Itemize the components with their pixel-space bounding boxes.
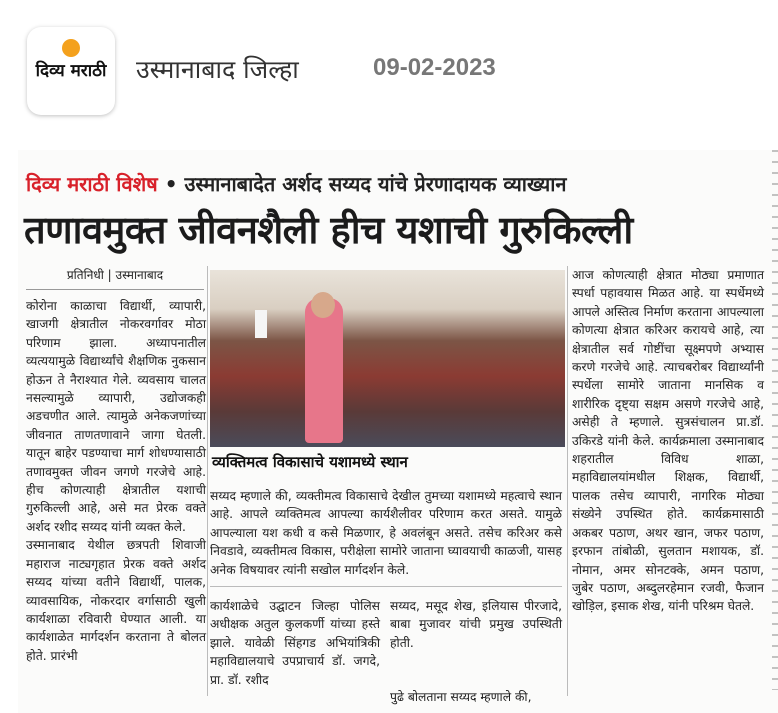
article-kicker: [26, 170, 567, 197]
adjacent-article-edge: [772, 150, 778, 690]
speaker-head: [311, 292, 335, 318]
paragraph: पुढे बोलताना सय्यद म्हणाले की,: [390, 690, 532, 705]
edition-title: उस्मानाबाद जिल्हा: [136, 55, 299, 84]
right-column: [572, 266, 764, 616]
column-divider: [207, 266, 208, 696]
column-divider: [567, 266, 568, 696]
door: [255, 310, 267, 338]
article-headline: तणावमुक्त जीवनशैली हीच यशाची गुरुकिल्ली: [24, 208, 633, 252]
byline: प्रतिनिधी | उस्मानाबाद: [26, 266, 204, 290]
kicker-brand: दिव्य मराठी विशेष: [26, 172, 158, 196]
middle-right-column: [390, 597, 562, 707]
logo-text: दिव्य मराठी: [35, 61, 107, 81]
paragraph: सय्यद, मसूद शेख, इलियास पीरजादे, बाबा मुजावर यांची प्रमुख उपस्थिती होती.: [390, 599, 562, 650]
article-photo: [210, 270, 565, 447]
photo-subheading: व्यक्तिमत्व विकासाचे यशामध्ये स्थान: [212, 453, 408, 471]
middle-left-column: [210, 597, 380, 689]
paragraph: सय्यद म्हणाले की, व्यक्तीमत्व विकासाचे देखील तुमच्या यशामध्ये महत्वाचे स्थान आहे. आपले व्यक्तिमत्व आपल्या कार्यशैलीवर परिणाम करत असते. यामुळे आपल्याला यश कधी व कसे मिळणार, हे अवलंबून असते. तसेच करिअर कसे निवडावे, व्यक्तीमत्व विकास, परीक्षेला सामोरे जाताना घ्यावयाची काळजी, यासह अनेक विषयावर त्यांनी सखोल मार्गदर्शन केले.: [210, 489, 562, 577]
paragraph: कोरोना काळाचा विद्यार्थी, व्यापारी, खाजगी क्षेत्रातील नोकरवर्गावर मोठा परिणाम झाला. अध्यापनातील व्यत्ययामुळे विद्यार्थ्यांचे शैक्षणिक नुकसान होऊन ते नैराश्यात गेले. व्यवसाय चालत नसल्यामुळे व्यापारी, उद्योजकही अडचणीत आले. त्यामुळे अनेकजणांच्या जीवनात ताणतणावाने जागा घेतली. यातून बाहेर पडण्याचा मार्ग शोधण्यासाठी तणावमुक्त जीवन जगणे गरजेचे आहे. हीच कोणत्याही क्षेत्रातील यशाची गुरुकिल्ली आहे, असे मत प्रेरक वक्ते अर्शद रशीद सय्यद यांनी व्यक्त केले.: [26, 299, 206, 534]
divider: [210, 586, 562, 587]
paragraph: उस्मानाबाद येथील छत्रपती शिवाजी महाराज नाट्यगृहात प्रेरक वक्ते अर्शद सय्यद यांच्या वतीने विद्यार्थी, पालक, व्यावसायिक, नोकरदार वर्गासाठी खुली कार्यशाळा रविवारी घेण्यात आली. या कार्यशाळेत मार्गदर्शन करताना ते बोलत होते. प्रारंभी: [26, 538, 206, 663]
kicker-bullet: •: [164, 172, 178, 196]
edition-date: 09-02-2023: [373, 54, 496, 81]
middle-column: [210, 487, 562, 579]
kicker-text: उस्मानाबादेत अर्शद सय्यद यांचे प्रेरणादायक व्याख्यान: [184, 172, 567, 196]
paragraph: कार्यशाळेचे उद्घाटन जिल्हा पोलिस अधीक्षक अतुल कुलकर्णी यांच्या हस्ते झाले. यावेळी सिंहगड अभियांत्रिकी महाविद्यालयाचे उपप्राचार्य डॉ. जगदे, प्रा. डॉ. रशीद: [210, 599, 380, 687]
speaker-figure: [305, 298, 343, 443]
paragraph: आज कोणत्याही क्षेत्रात मोठ्या प्रमाणात स्पर्धा पहावयास मिळत आहे. या स्पर्धेमध्ये आपले अस्तित्व निर्माण करताना आपल्याला कोणत्या क्षेत्रात करिअर करायचे आहे, त्या क्षेत्रातील सर्व गोष्टींचा सूक्ष्मपणे अभ्यास करणे गरजेचे आहे. त्याचबरोबर विद्यार्थ्यांनी स्पर्धेला सामोरे जाताना मानसिक व शारीरिक दृष्ट्या सक्षम असणे गरजेचे आहे, असेही ते म्हणाले. सुत्रसंचालन प्रा.डॉ. उकिरडे यांनी केले. कार्यक्रमाला उस्मानाबाद शहरातील विविध शाळा, महाविद्यालयांमधील शिक्षक, विद्यार्थी, पालक तसेच व्यापारी, नागरिक मोठ्या संख्येने उपस्थित होते. कार्यक्रमासाठी अकबर पठाण, अथर खान, जफर पठाण, इरफान तांबोळी, सुलतान मशायक, डॉ. नोमान, अमर सोनटक्के, अमन पठाण, जुबेर पठाण, अब्दुलरहेमान रजवी, फैजान खोड़िल, इसाक शेख, यांनी परिश्रम घेतले.: [572, 268, 764, 614]
left-column: [26, 297, 206, 665]
divya-marathi-logo[interactable]: [27, 27, 115, 115]
sun-icon: [62, 39, 80, 57]
